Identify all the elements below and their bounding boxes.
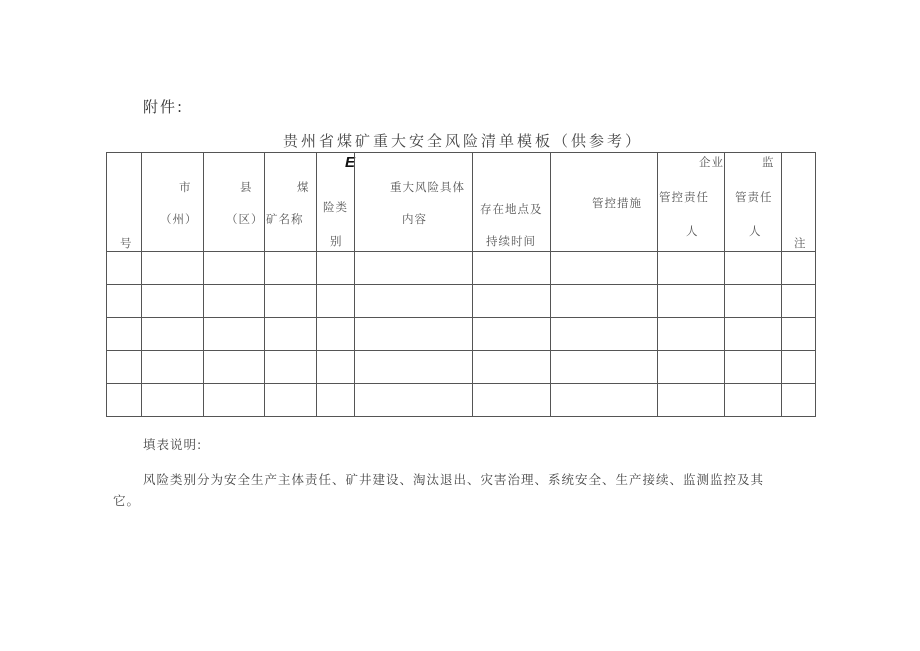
attachment-label: 附件: — [143, 98, 185, 116]
header-county-line2: （区） — [226, 212, 264, 226]
risk-list-table — [106, 152, 816, 417]
table-row — [107, 384, 816, 417]
header-city — [142, 153, 204, 252]
header-supervision-line3: 人 — [749, 224, 762, 238]
table-cell[interactable] — [204, 384, 265, 417]
table-cell[interactable] — [317, 285, 355, 318]
header-seq — [107, 153, 142, 252]
table-cell[interactable] — [473, 318, 551, 351]
header-mine-line2: 矿名称 — [266, 212, 304, 226]
table-cell[interactable] — [355, 252, 473, 285]
header-enterprise-line3: 人 — [686, 224, 699, 238]
header-risk-content-line1: 重大风险具体 — [390, 180, 465, 194]
table-cell[interactable] — [473, 252, 551, 285]
table-cell[interactable] — [204, 351, 265, 384]
table-cell[interactable] — [782, 318, 816, 351]
header-enterprise — [658, 153, 725, 252]
table-cell[interactable] — [317, 351, 355, 384]
table-cell[interactable] — [782, 351, 816, 384]
header-remark — [782, 153, 816, 252]
header-mine-line1: 煤 — [297, 180, 310, 194]
table-cell[interactable] — [107, 351, 142, 384]
table-cell[interactable] — [551, 351, 658, 384]
table-cell[interactable] — [725, 351, 782, 384]
table-cell[interactable] — [107, 285, 142, 318]
table-cell[interactable] — [725, 384, 782, 417]
table-cell[interactable] — [142, 351, 204, 384]
header-control — [551, 153, 658, 252]
table-cell[interactable] — [317, 318, 355, 351]
table-cell[interactable] — [658, 384, 725, 417]
table-cell[interactable] — [204, 285, 265, 318]
header-enterprise-line2: 管控责任 — [659, 190, 709, 204]
table-row — [107, 351, 816, 384]
header-city-line1: 市 — [179, 180, 192, 194]
table-cell[interactable] — [355, 351, 473, 384]
table-cell[interactable] — [551, 384, 658, 417]
header-location-line1: 存在地点及 — [480, 202, 543, 216]
table-cell[interactable] — [658, 318, 725, 351]
table-cell[interactable] — [265, 252, 317, 285]
table-cell[interactable] — [782, 384, 816, 417]
header-supervision — [725, 153, 782, 252]
header-supervision-line2: 管责任 — [735, 190, 773, 204]
header-supervision-line1: 监 — [762, 155, 775, 169]
header-location-line2: 持续时间 — [486, 234, 536, 248]
header-remark-text: 注 — [794, 236, 807, 250]
header-enterprise-line1: 企业 — [699, 155, 724, 169]
header-city-line2: （州） — [160, 212, 198, 226]
table-cell[interactable] — [658, 252, 725, 285]
table-cell[interactable] — [317, 384, 355, 417]
table-header-row — [107, 153, 816, 252]
table-cell[interactable] — [551, 285, 658, 318]
table-cell[interactable] — [782, 285, 816, 318]
header-risk-content-line2: 内容 — [402, 212, 427, 226]
table-cell[interactable] — [317, 252, 355, 285]
table-cell[interactable] — [725, 318, 782, 351]
table-cell[interactable] — [204, 318, 265, 351]
table-cell[interactable] — [551, 318, 658, 351]
table-cell[interactable] — [265, 351, 317, 384]
table-cell[interactable] — [107, 384, 142, 417]
header-control-text: 管控措施 — [592, 196, 642, 210]
table-cell[interactable] — [142, 318, 204, 351]
table-cell[interactable] — [782, 252, 816, 285]
header-mine — [265, 153, 317, 252]
table-cell[interactable] — [265, 285, 317, 318]
header-location — [473, 153, 551, 252]
table-row — [107, 252, 816, 285]
table-cell[interactable] — [204, 252, 265, 285]
header-seq-text: 号 — [120, 236, 133, 250]
notes-title: 填表说明: — [143, 437, 203, 452]
header-risk-content — [355, 153, 473, 252]
table-row — [107, 318, 816, 351]
table-cell[interactable] — [265, 318, 317, 351]
table-cell[interactable] — [725, 285, 782, 318]
table-cell[interactable] — [725, 252, 782, 285]
table-cell[interactable] — [355, 384, 473, 417]
table-cell[interactable] — [355, 285, 473, 318]
table-cell[interactable] — [658, 351, 725, 384]
table-cell[interactable] — [142, 285, 204, 318]
document-title: 贵州省煤矿重大安全风险清单模板（供参考） — [283, 132, 644, 150]
table-cell[interactable] — [265, 384, 317, 417]
table-cell[interactable] — [658, 285, 725, 318]
table-cell[interactable] — [142, 252, 204, 285]
table-cell[interactable] — [473, 285, 551, 318]
header-risk-type-line2: 别 — [330, 234, 343, 248]
notes-body-line2: 它。 — [113, 493, 141, 508]
table-cell[interactable] — [142, 384, 204, 417]
notes-body-line1: 风险类别分为安全生产主体责任、矿井建设、淘汰退出、灾害治理、系统安全、生产接续、监测监控及其 — [143, 472, 765, 487]
table-cell[interactable] — [107, 318, 142, 351]
header-risk-type — [317, 153, 355, 252]
table-cell[interactable] — [473, 351, 551, 384]
table-cell[interactable] — [355, 318, 473, 351]
stray-mark: E — [345, 154, 356, 171]
table-row — [107, 285, 816, 318]
table-cell[interactable] — [107, 252, 142, 285]
table-cell[interactable] — [473, 384, 551, 417]
header-county — [204, 153, 265, 252]
header-county-line1: 县 — [240, 180, 253, 194]
table-cell[interactable] — [551, 252, 658, 285]
header-risk-type-line1: 险类 — [323, 200, 348, 214]
